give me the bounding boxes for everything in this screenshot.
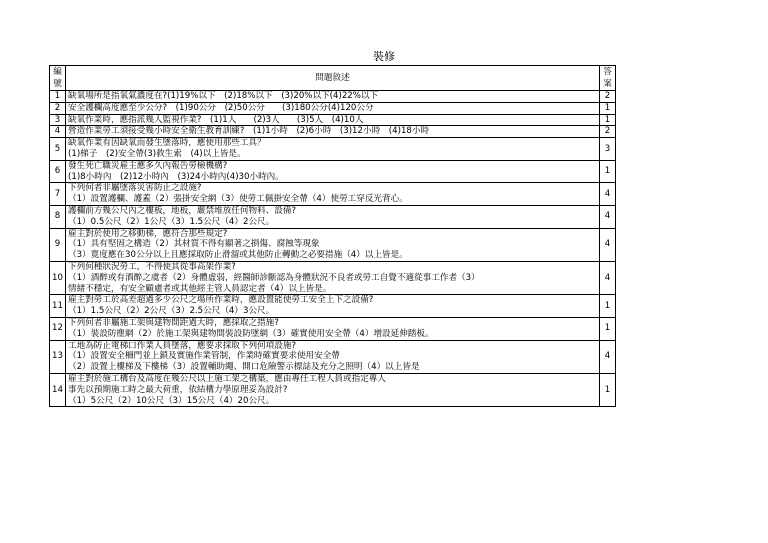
answer-value: 1 <box>600 102 616 114</box>
question-line: （1）具有堅固之構造（2）其材質不得有顯著之損傷、腐蝕等現象 <box>68 239 320 250</box>
question-number: 1 <box>50 91 66 103</box>
question-number: 7 <box>50 183 66 206</box>
question-line: 發生死亡職災雇主應多久內報告勞檢機構? <box>68 160 228 171</box>
header-number <box>50 66 66 91</box>
question-number: 14 <box>50 373 66 406</box>
question-line: （1）酒醉或有酒醉之虞者（2）身體虛弱，經醫師診斷認為身體狀況不良者或勞工自覺不適從事工作者（3） <box>68 272 480 283</box>
question-line: 護欄前方幾公尺內之樓板，地板，嚴禁堆放任何物料、設備? <box>68 205 296 216</box>
header-number-line: 號 <box>53 79 62 89</box>
question-text <box>66 138 600 161</box>
question-line: 缺氧作業時，應指派幾人監視作業? (1)1人 (2)3人 (3)5人 (4)10人 <box>68 114 364 125</box>
question-number: 10 <box>50 261 66 294</box>
question-line: 雇主對於施工構台及高度在幾公尺以上施工架之構築，應由專任工程人員或指定專人 <box>68 373 386 384</box>
question-number: 4 <box>50 126 66 138</box>
question-text <box>66 317 600 340</box>
answer-value: 4 <box>600 261 616 294</box>
answer-value: 2 <box>600 126 616 138</box>
question-line: 缺氧場所是指氧氣濃度在?(1)19%以下 (2)18%以下 (3)20%以下(4)22%以下 <box>68 91 379 101</box>
table-row <box>50 228 616 261</box>
question-number: 8 <box>50 205 66 228</box>
answer-value: 4 <box>600 183 616 206</box>
table-row <box>50 183 616 206</box>
question-line: 雇主對勞工於高差超過多少公尺之場所作業時，應設置能使勞工安全上下之設備? <box>68 295 374 306</box>
question-number: 11 <box>50 295 66 318</box>
table-row <box>50 340 616 373</box>
question-text <box>66 205 600 228</box>
question-number: 5 <box>50 138 66 161</box>
table-row <box>50 138 616 161</box>
table-row <box>50 160 616 183</box>
question-text <box>66 160 600 183</box>
answer-value: 1 <box>600 373 616 406</box>
answer-value: 2 <box>600 91 616 103</box>
table-row <box>50 126 616 138</box>
question-number: 6 <box>50 160 66 183</box>
page-title: 裝修 <box>373 50 395 63</box>
question-line: （1）1.5公尺（2）2公尺（3）2.5公尺（4）3公尺。 <box>68 306 275 317</box>
question-line: 缺氧作業有因缺氧而發生墜落時，應使用那些工具？ <box>68 138 266 149</box>
answer-value: 4 <box>600 340 616 373</box>
header-answer-line: 案 <box>603 79 612 89</box>
question-line: （1）5公尺（2）10公尺（3）15公尺（4）20公尺。 <box>68 395 275 406</box>
table-row <box>50 114 616 126</box>
question-number: 2 <box>50 102 66 114</box>
question-line: （1）設置安全柵門並上鎖及實施作業管制，作業時確實要求使用安全帶 <box>68 351 340 362</box>
header-answer <box>600 66 616 91</box>
question-text <box>66 340 600 373</box>
question-line: 雇主對於使用之移動梯，應符合那些規定? <box>68 228 228 239</box>
answer-value: 1 <box>600 295 616 318</box>
question-number: 13 <box>50 340 66 373</box>
question-rows <box>50 91 616 407</box>
question-line: 下列何種狀況勞工，不得使其從事高架作業? <box>68 261 236 272</box>
answer-value: 3 <box>600 138 616 161</box>
table-row <box>50 91 616 103</box>
question-line: （3）寬度應在30公分以上且應採取防止滑溜或其他防止轉動之必要措施（4）以上皆是。 <box>68 250 408 261</box>
table-row <box>50 373 616 406</box>
question-line: （1）裝設防塵網（2）於施工架與建物間裝設防墜網（3）確實使用安全帶（4）增設延伸踏板。 <box>68 328 434 339</box>
table-row <box>50 317 616 340</box>
question-line: （1）0.5公尺（2）1公尺（3）1.5公尺（4）2公尺。 <box>68 216 275 227</box>
question-table <box>49 65 616 407</box>
question-line: 事先以預期施工時之最大荷重，依結構力學原理妥為設計? <box>68 384 288 395</box>
table-row <box>50 295 616 318</box>
question-text <box>66 126 600 138</box>
question-number: 9 <box>50 228 66 261</box>
question-line: (1)梯子 (2)安全帶(3)救生索 (4)以上皆是。 <box>68 148 246 159</box>
question-line: 情緒不穩定，有安全顧慮者或其他經主管人員認定者（4）以上皆是。 <box>68 283 332 294</box>
header-answer-line: 答 <box>603 67 612 77</box>
table-header-row <box>50 66 616 91</box>
question-text <box>66 261 600 294</box>
question-line: （1）設置護欄、護蓋（2）張掛安全網（3）使勞工佩掛安全帶（4）使勞工穿反光背心。 <box>68 194 408 205</box>
table-row <box>50 102 616 114</box>
answer-value: 4 <box>600 228 616 261</box>
table-row <box>50 261 616 294</box>
question-text <box>66 102 600 114</box>
question-text <box>66 183 600 206</box>
table-row <box>50 205 616 228</box>
header-number-line: 編 <box>53 67 62 77</box>
question-line: (1)8小時內 (2)12小時內 (3)24小時內(4)30小時內。 <box>68 171 284 182</box>
answer-value: 1 <box>600 114 616 126</box>
header-question: 問題敘述 <box>66 66 600 91</box>
question-line: 下列何者非屬施工架與建物間距過大時，應採取之措施? <box>68 317 279 328</box>
question-line: 工地為防止電梯口作業人員墜落，應要求採取下列何項設施? <box>68 340 296 351</box>
answer-value: 1 <box>600 160 616 183</box>
question-text <box>66 114 600 126</box>
question-text <box>66 373 600 406</box>
question-text <box>66 295 600 318</box>
question-line: 營造作業勞工須接受幾小時安全衛生教育訓練? (1)1小時 (2)6小時 (3)12小時 (4)18小時 <box>68 126 430 137</box>
answer-value: 1 <box>600 317 616 340</box>
answer-value: 4 <box>600 205 616 228</box>
question-number: 3 <box>50 114 66 126</box>
question-line: 下列何者非屬墜落災害防止之設施? <box>68 183 202 194</box>
question-line: （2）設置上樓梯及下樓梯（3）設置輔助繩、開口危險警示標誌及充分之照明（4）以上皆是 <box>68 362 420 373</box>
question-text <box>66 228 600 261</box>
question-line: 安全護欄高度應至少公分? (1)90公分 (2)50公分 (3)180公分(4)120公分 <box>68 102 374 113</box>
question-number: 12 <box>50 317 66 340</box>
question-text <box>66 91 600 103</box>
